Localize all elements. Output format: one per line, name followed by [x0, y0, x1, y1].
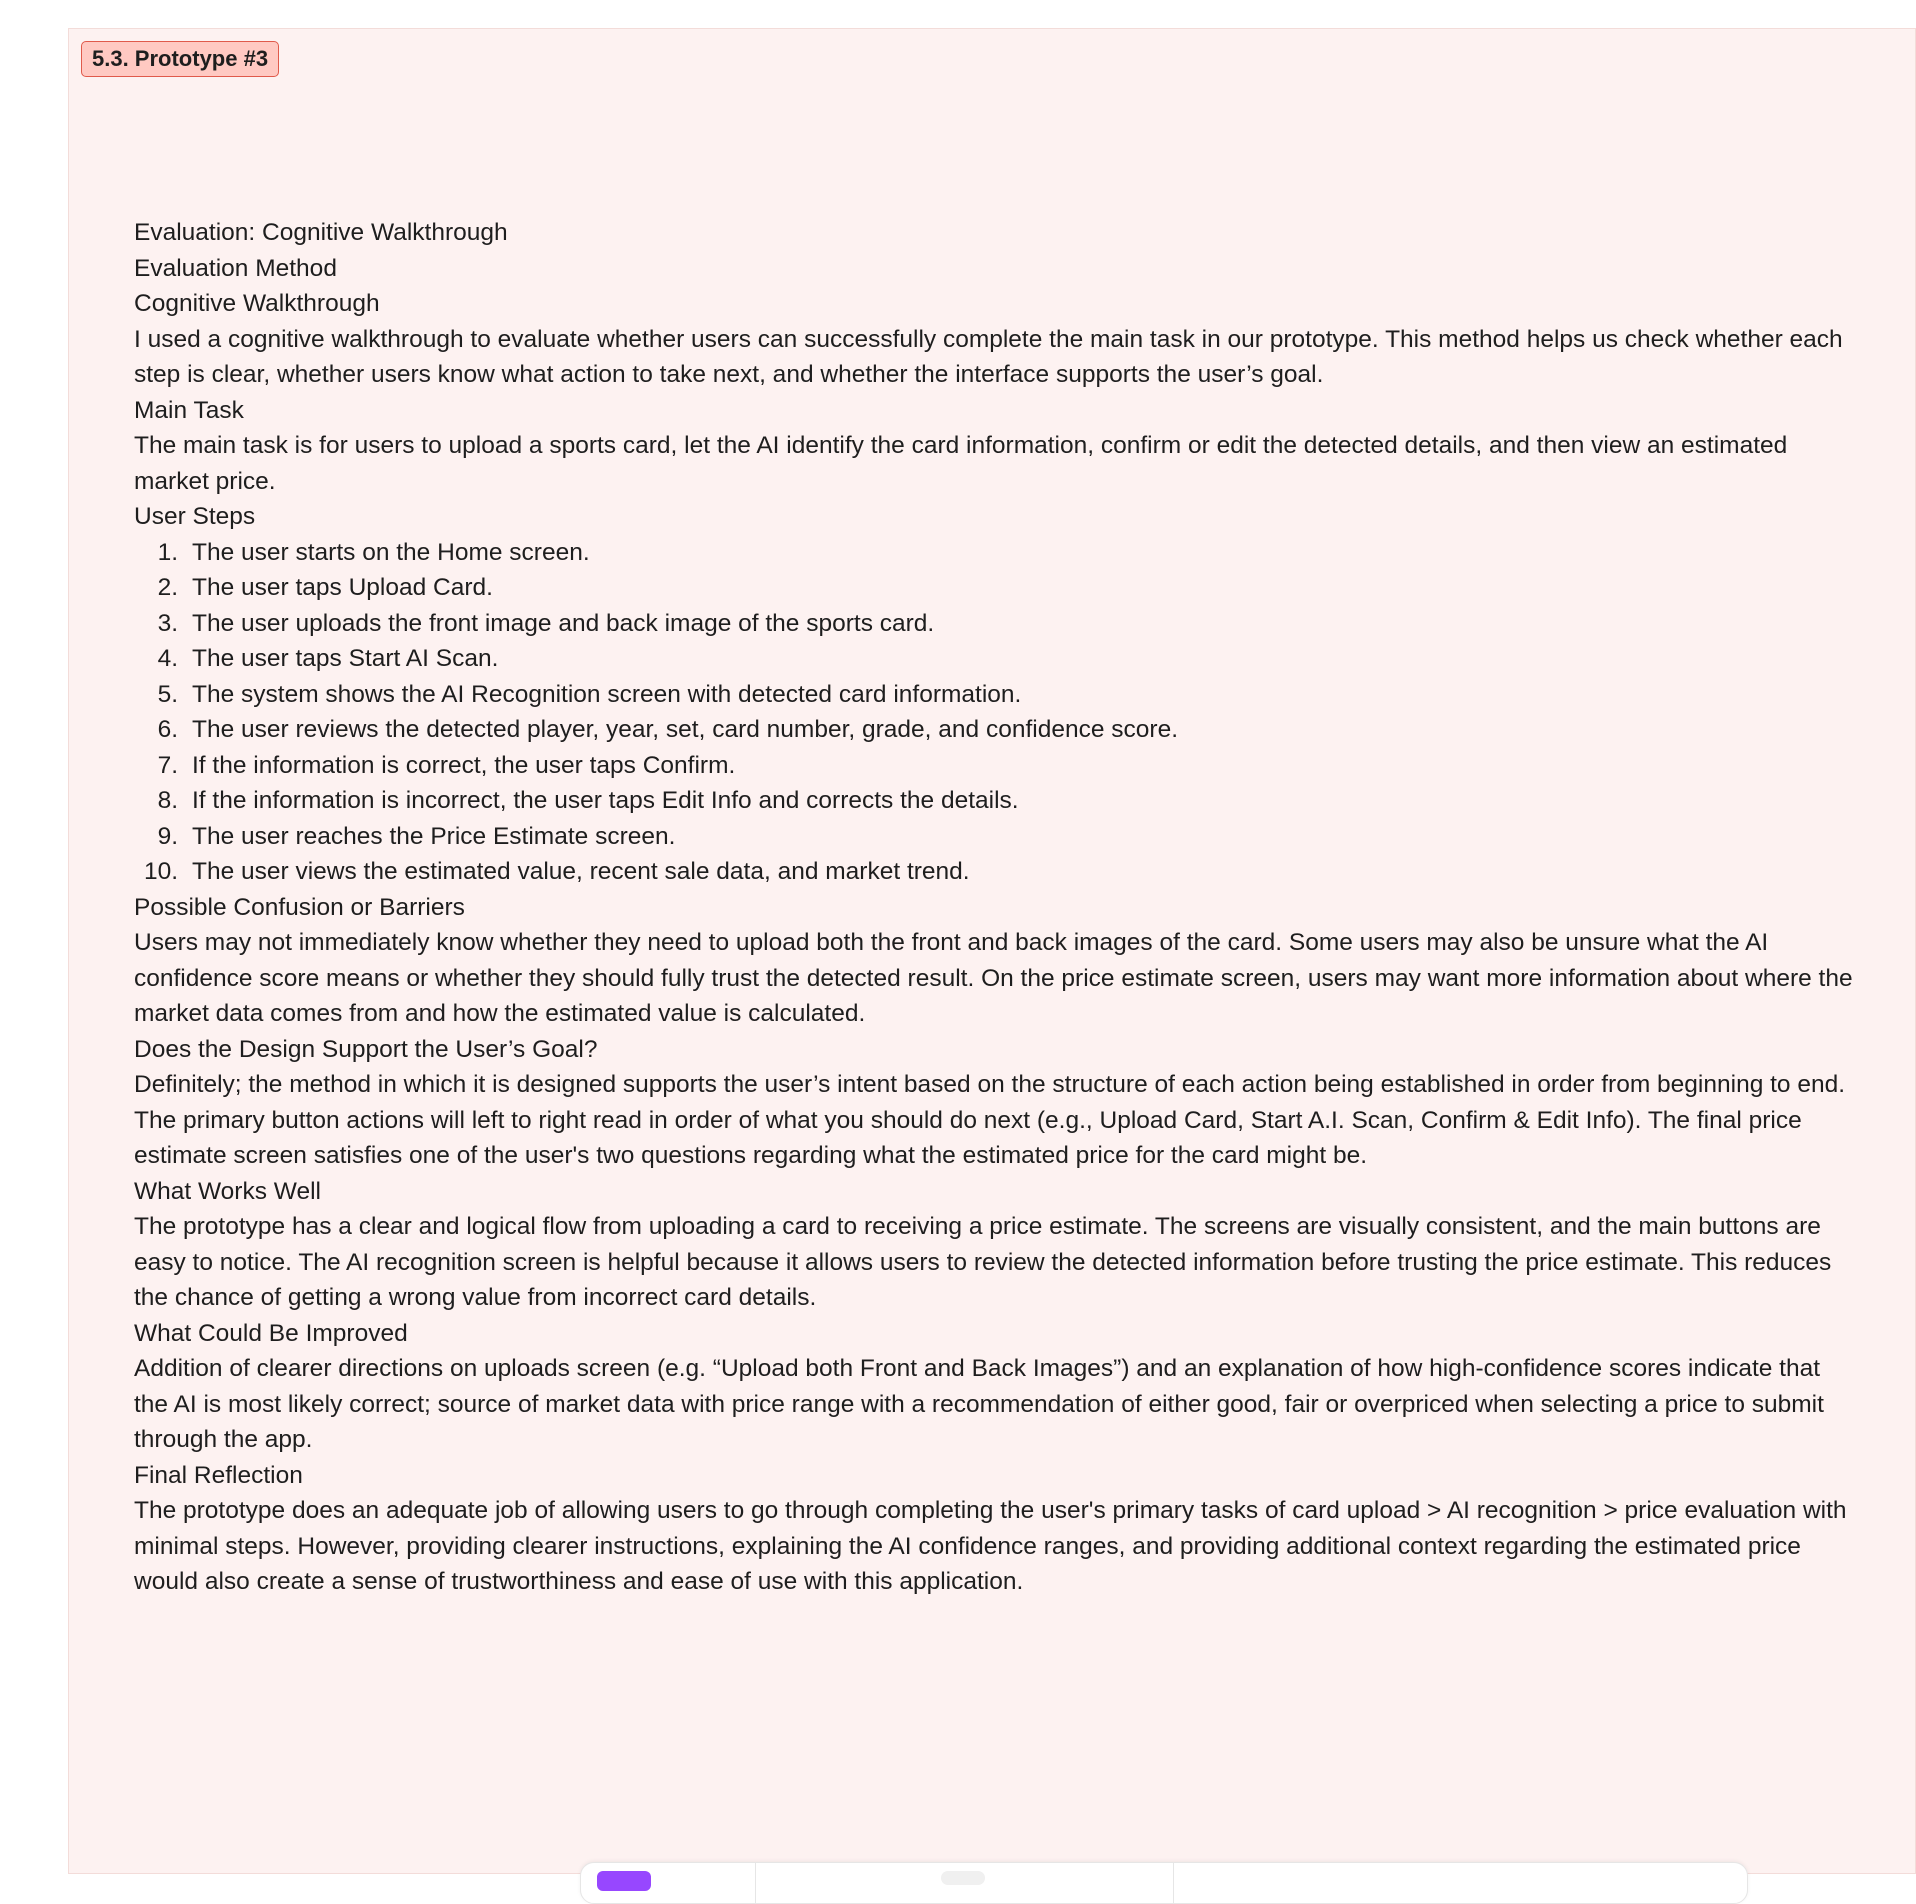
list-text: The user taps Start AI Scan. [192, 645, 499, 672]
toolbar-tool-button[interactable] [597, 1871, 651, 1891]
list-number: 4. [157, 645, 178, 672]
toolbar-divider [1173, 1863, 1174, 1903]
list-number: 10. [143, 858, 178, 885]
list-number: 1. [157, 538, 178, 566]
works-description: The prototype has a clear and logical flow from uploading a card to receiving a price estimate. The screens are visually consistent, and the main buttons are easy to notice. The AI recognition screen is helpful because it allows users to review the detected information before trusting the price estimate. This reduces the chance of getting a wrong value from incorrect card details. [134, 1213, 1832, 1311]
confusion-description: Users may not immediately know whether they need to upload both the front and back images of the card. Some users may also be unsure what the AI confidence score means or whether they should fully trust the detected result. On the price estimate screen, users may want more information about where the market data comes from and how the estimated value is calculated. [134, 929, 1853, 1027]
list-number: 6. [157, 716, 178, 743]
list-number: 5. [157, 680, 178, 708]
list-text: If the information is correct, the user taps Confirm. [192, 751, 736, 779]
list-text: The system shows the AI Recognition screen with detected card information. [192, 680, 1022, 708]
list-item [134, 535, 1854, 571]
list-text: The user views the estimated value, recent sale data, and market trend. [192, 858, 970, 885]
document-title: Evaluation: Cognitive Walkthrough [134, 219, 508, 246]
list-text: The user starts on the Home screen. [192, 538, 590, 566]
list-text: The user uploads the front image and back image of the sports card. [192, 609, 935, 637]
method-name: Cognitive Walkthrough [134, 290, 380, 317]
list-item [134, 819, 1854, 855]
bottom-toolbar[interactable] [580, 1862, 1748, 1904]
main-task-description: The main task is for users to upload a sports card, let the AI identify the card information, confirm or edit the detected details, and then view an estimated market price. [134, 432, 1788, 495]
list-item [134, 641, 1854, 677]
list-number: 8. [157, 787, 178, 814]
heading-design-goal: Does the Design Support the User’s Goal? [134, 1035, 598, 1063]
list-number: 2. [157, 574, 178, 601]
toolbar-divider [755, 1863, 756, 1903]
list-item [134, 748, 1854, 784]
list-text: The user reaches the Price Estimate screen. [192, 822, 676, 850]
heading-what-could-be-improved: What Could Be Improved [134, 1319, 408, 1347]
list-text: The user reviews the detected player, year, set, card number, grade, and confidence score. [192, 716, 1179, 743]
list-item [134, 606, 1854, 642]
section-frame [68, 28, 1916, 1874]
list-number: 3. [157, 609, 178, 637]
user-steps-list [134, 535, 1854, 890]
heading-what-works-well: What Works Well [134, 1177, 321, 1205]
list-item [134, 570, 1854, 606]
list-item [134, 854, 1854, 890]
toolbar-toggle[interactable] [941, 1871, 985, 1885]
document-body[interactable] [134, 215, 1854, 1600]
reflection-description: The prototype does an adequate job of allowing users to go through completing the user's primary tasks of card upload > AI recognition > price evaluation with minimal steps. However, providing clearer instructions, explaining the AI confidence ranges, and providing additional context regarding the estimated price would also create a sense of trustworthiness and ease of use with this application. [134, 1497, 1847, 1595]
heading-final-reflection: Final Reflection [134, 1461, 303, 1489]
heading-user-steps: User Steps [134, 503, 256, 530]
heading-evaluation-method: Evaluation Method [134, 254, 337, 282]
heading-main-task: Main Task [134, 396, 244, 424]
list-text: If the information is incorrect, the user taps Edit Info and corrects the details. [192, 787, 1019, 814]
list-item [134, 712, 1854, 748]
goal-description: Definitely; the method in which it is designed supports the user’s intent based on the structure of each action being established in order from beginning to end. The primary button actions will left to right read in order of what you should do next (e.g., Upload Card, Start A.I. Scan, Confirm & Edit Info). The final price estimate screen satisfies one of the user's two questions regarding what the estimated price for the card might be. [134, 1071, 1846, 1169]
improved-description: Addition of clearer directions on uploads screen (e.g. “Upload both Front and Back Images”) and an explanation of how high-confidence scores indicate that the AI is most likely correct; source of market data with price range with a recommendation of either good, fair or overpriced when selecting a price to submit through the app. [134, 1355, 1824, 1453]
list-text: The user taps Upload Card. [192, 574, 493, 601]
list-item [134, 783, 1854, 819]
section-tag[interactable]: 5.3. Prototype #3 [81, 41, 279, 77]
list-item [134, 677, 1854, 713]
heading-possible-confusion: Possible Confusion or Barriers [134, 893, 465, 921]
list-number: 7. [157, 751, 178, 779]
method-description: I used a cognitive walkthrough to evaluate whether users can successfully complete the main task in our prototype. This method helps us check whether each step is clear, whether users know what action to take next, and whether the interface supports the user’s goal. [134, 325, 1843, 388]
list-number: 9. [157, 822, 178, 850]
